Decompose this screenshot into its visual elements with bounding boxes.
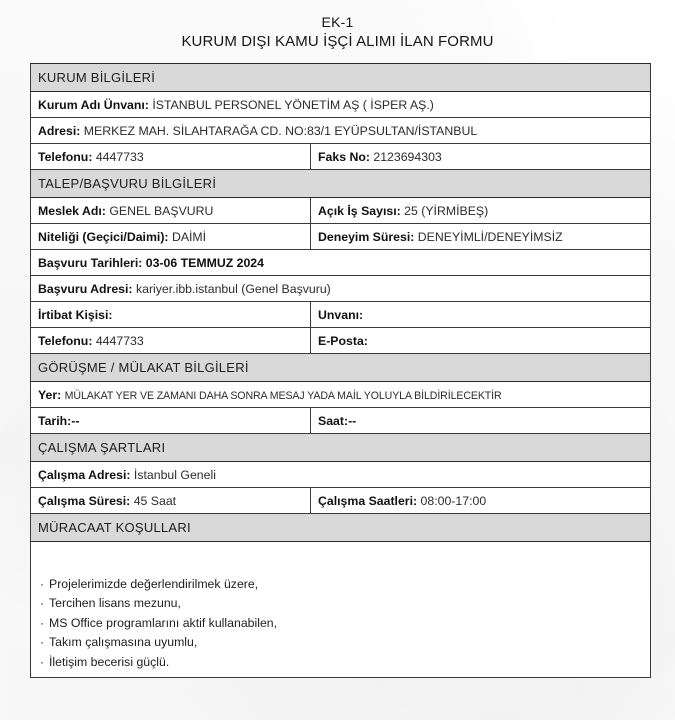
table-row-interview-place [31,382,651,408]
interview-place-value: MÜLAKAT YER VE ZAMANI DAHA SONRA MESAJ YADA MAİL YOLUYLA BİLDİRİLECEKTİR [64,389,502,402]
section-header-application-conditions-label: MÜRACAAT KOŞULLARI [31,514,651,542]
application-conditions-list [31,542,650,672]
field-institution-name [31,92,651,118]
section-header-working-conditions [31,434,651,462]
bullet-icon: · [40,654,45,669]
field-nature [31,224,311,250]
open-positions-label: Açık İş Sayısı: [318,203,401,218]
list-item-label: Projelerimizde değerlendirilmek üzere, [49,577,259,591]
list-item [40,633,650,652]
institution-fax-value: 2123694303 [373,149,442,164]
nature-value: DAİMİ [171,229,207,244]
field-application-dates [31,250,651,276]
application-dates-value: 03-06 TEMMUZ 2024 [145,255,264,270]
occupation-label: Meslek Adı: [38,203,106,218]
list-item-label: İletişim becerisi güçlü. [49,654,170,669]
institution-address-value: MERKEZ MAH. SİLAHTARAĞA CD. NO:83/1 EYÜPSULTAN/İSTANBUL [83,123,478,138]
job-announcement-form-table [30,63,651,678]
field-application-address [31,276,651,302]
bullet-icon: · [40,635,45,650]
list-item-label: Tercihen lisans mezunu, [49,596,181,611]
section-header-working-conditions-label: ÇALIŞMA ŞARTLARI [31,434,651,462]
table-row-nature-experience [31,224,651,250]
interview-date-label: Tarih:-- [38,413,80,428]
field-occupation [31,198,311,224]
field-interview-place [31,382,651,408]
document-title-block [0,13,675,52]
field-interview-time [311,408,651,434]
bullet-icon: · [40,577,45,591]
section-header-interview-label: GÖRÜŞME / MÜLAKAT BİLGİLERİ [31,354,651,382]
table-row-work-address [31,462,651,488]
field-institution-fax [311,144,651,170]
institution-fax-label: Faks No: [318,149,370,164]
institution-address-label: Adresi: [38,123,81,138]
section-header-request [31,170,651,198]
table-row-contact-phone-email [31,328,651,354]
field-work-duration [31,488,311,514]
table-row-contact-person [31,302,651,328]
nature-label: Niteliği (Geçici/Daimi): [38,229,169,244]
field-work-address [31,462,651,488]
institution-name-value: İSTANBUL PERSONEL YÖNETİM AŞ ( İSPER AŞ.) [152,97,434,112]
institution-phone-label: Telefonu: [38,149,93,164]
work-hours-label: Çalışma Saatleri: [318,493,418,508]
table-row-institution-address [31,118,651,144]
field-open-positions [311,198,651,224]
list-item [40,575,650,594]
field-experience [311,224,651,250]
field-email [311,328,651,354]
open-positions-value: 25 (YİRMİBEŞ) [404,203,489,218]
field-contact-title [311,302,651,328]
application-address-value: kariyer.ibb.istanbul (Genel Başvuru) [135,281,331,296]
field-contact-person [31,302,311,328]
bullet-icon: · [40,615,45,630]
institution-name-label: Kurum Adı Ünvanı: [38,97,149,112]
annex-code: EK-1 [321,14,354,30]
list-item [40,614,650,633]
table-row-work-duration-hours [31,488,651,514]
interview-place-label: Yer: [38,387,62,402]
list-item-label: MS Office programlarını aktif kullanabilen, [49,615,278,630]
institution-phone-value: 4447733 [95,149,144,164]
field-institution-address [31,118,651,144]
table-row-institution-name [31,92,651,118]
application-dates-label: Başvuru Tarihleri: [38,255,143,270]
list-item-label: Takım çalışmasına uyumlu, [49,635,198,650]
contact-person-label: İrtibat Kişisi: [38,307,113,322]
table-row-application-dates [31,250,651,276]
experience-label: Deneyim Süresi: [318,229,415,244]
table-row-interview-datetime [31,408,651,434]
field-work-hours [311,488,651,514]
field-interview-date [31,408,311,434]
section-header-institution [31,64,651,92]
contact-phone-label: Telefonu: [38,333,93,348]
table-row-institution-contact [31,144,651,170]
email-label: E-Posta: [318,333,368,348]
table-row-occupation [31,198,651,224]
table-row-application-conditions [31,542,651,678]
list-item [40,594,650,613]
work-address-label: Çalışma Adresi: [38,467,131,482]
work-hours-value: 08:00-17:00 [420,493,487,508]
list-item [40,653,650,672]
contact-title-label: Unvanı: [318,307,364,322]
field-contact-phone [31,328,311,354]
page-title: KURUM DIŞI KAMU İŞÇİ ALIMI İLAN FORMU [181,33,494,51]
work-duration-label: Çalışma Süresi: [38,493,131,508]
interview-time-label: Saat:-- [318,413,357,428]
bullet-icon: · [40,596,45,611]
section-header-application-conditions [31,514,651,542]
application-address-label: Başvuru Adresi: [38,281,133,296]
work-duration-value: 45 Saat [133,493,177,508]
contact-phone-value: 4447733 [95,333,144,348]
table-row-application-address [31,276,651,302]
occupation-value: GENEL BAŞVURU [109,203,214,218]
work-address-value: İstanbul Geneli [133,467,216,482]
field-institution-phone [31,144,311,170]
section-header-request-label: TALEP/BAŞVURU BİLGİLERİ [31,170,651,198]
section-header-interview [31,354,651,382]
section-header-institution-label: KURUM BİLGİLERİ [31,64,651,92]
field-application-conditions [31,542,651,678]
experience-value: DENEYİMLİ/DENEYİMSİZ [417,229,563,244]
